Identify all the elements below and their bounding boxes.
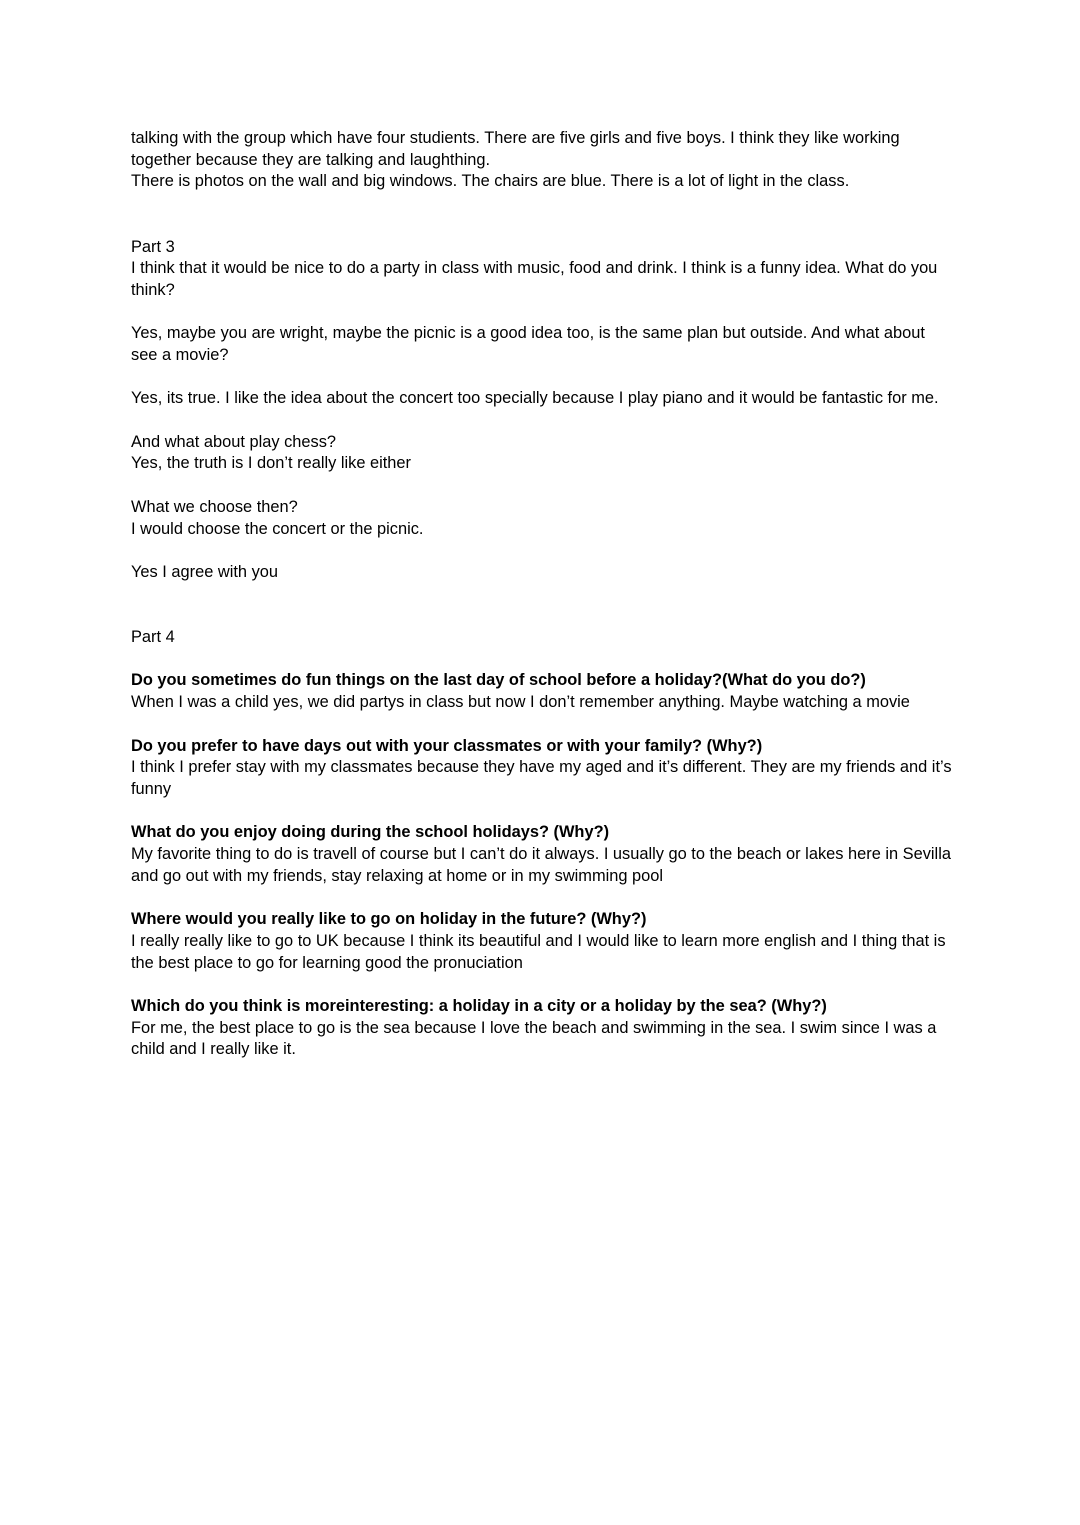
answer-line: and go out with my friends, stay relaxing at home or in my swimming pool	[131, 866, 664, 885]
text-line: What we choose then?	[131, 497, 298, 516]
text-line: And what about play chess?	[131, 432, 337, 451]
part4-heading: Part 4	[131, 628, 175, 647]
text-line: Yes, maybe you are wright, maybe the picnic is a good idea too, is the same plan but outside. And what about	[131, 324, 925, 343]
text-line: talking with the group which have four studients. There are five girls and five boys. I think they like working	[131, 129, 900, 147]
text-line: see a movie?	[131, 346, 229, 364]
answer-line: My favorite thing to do is travell of course but I can’t do it always. I usually go to the beach or lakes here in Sevilla	[131, 845, 951, 864]
question-2: Do you prefer to have days out with your classmates or with your family? (Why?)	[131, 736, 763, 755]
part3-section	[131, 237, 951, 584]
part2-description	[131, 128, 951, 193]
answer-line: the best place to go for learning good the pronuciation	[131, 953, 523, 972]
text-line: Yes I agree with you	[131, 562, 279, 581]
answer-line: funny	[131, 779, 172, 798]
text-line: I would choose the concert or the picnic.	[131, 519, 424, 538]
text-line: think?	[131, 280, 175, 299]
question-5: Which do you think is moreinteresting: a holiday in a city or a holiday by the sea? (Why?)	[131, 996, 827, 1015]
text-line: together because they are talking and laughthing.	[131, 150, 491, 169]
question-1: Do you sometimes do fun things on the last day of school before a holiday?(What do you do?)	[131, 671, 866, 690]
answer-line: I think I prefer stay with my classmates because they have my aged and it’s different. They are my friends and it’s	[131, 758, 952, 777]
text-line: Yes, its true. I like the idea about the concert too specially because I play piano and it would be fantastic for me.	[131, 389, 939, 408]
document-page	[131, 128, 951, 1061]
text-line: Yes, the truth is I don’t really like either	[131, 454, 412, 473]
text-line: I think that it would be nice to do a party in class with music, food and drink. I think is a funny idea. What do you	[131, 259, 938, 278]
question-4: Where would you really like to go on holiday in the future? (Why?)	[131, 910, 647, 929]
answer-line: For me, the best place to go is the sea because I love the beach and swimming in the sea. I swim since I was a	[131, 1018, 937, 1037]
answer-line: When I was a child yes, we did partys in class but now I don’t remember anything. Maybe watching a movie	[131, 693, 910, 712]
text-line: There is photos on the wall and big windows. The chairs are blue. There is a lot of light in the class.	[131, 172, 850, 191]
part3-heading: Part 3	[131, 237, 175, 256]
answer-line: I really really like to go to UK because I think its beautiful and I would like to learn more english and I thing that is	[131, 931, 946, 950]
question-3: What do you enjoy doing during the school holidays? (Why?)	[131, 823, 610, 842]
answer-line: child and I really like it.	[131, 1040, 296, 1059]
part4-section	[131, 627, 951, 1061]
